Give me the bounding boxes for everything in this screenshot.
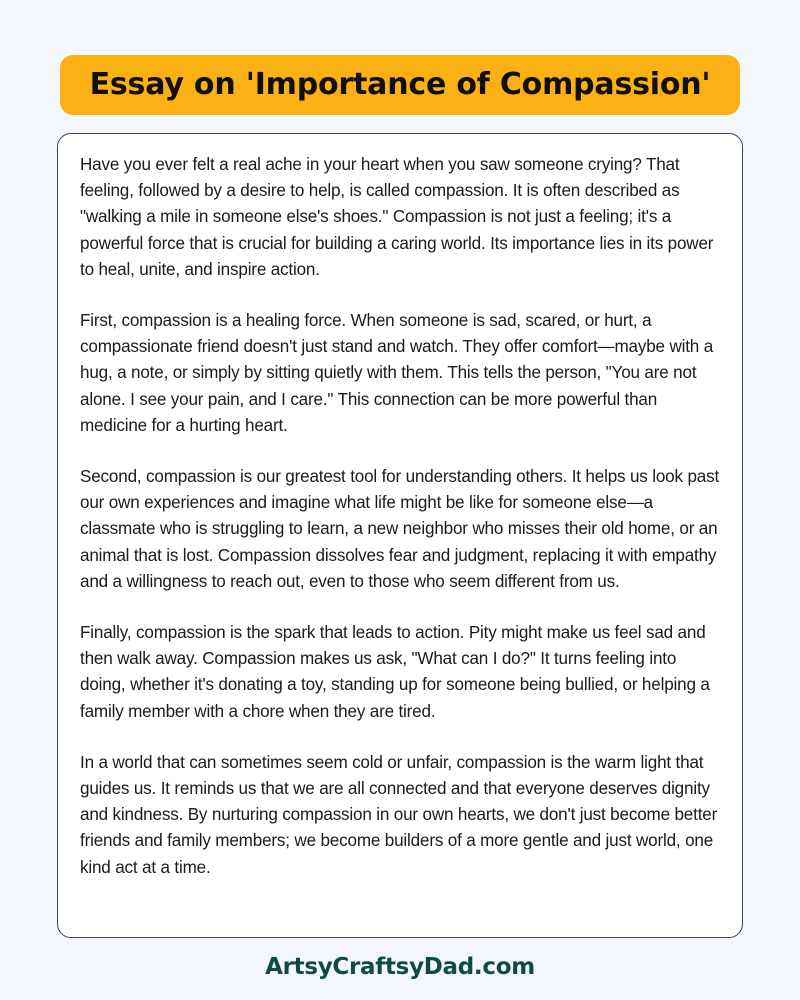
essay-paragraph-4: Finally, compassion is the spark that leads to action. Pity might make us feel sad and then walk away. Compassion makes us ask, "What can I do?" It turns feeling into doing, whether it's donating a toy, standing up for someone being bullied, or helping a family member with a chore when they are tired.: [80, 623, 710, 721]
essay-card: [57, 133, 743, 938]
footer-brand: ArtsyCraftsyDad.com: [265, 954, 535, 980]
essay-paragraph-1: Have you ever felt a real ache in your heart when you saw someone crying? That feeling, followed by a desire to help, is called compassion. It is often described as "walking a mile in someone else's shoes." Compassion is not just a feeling; it's a powerful force that is crucial for building a caring world. Its importance lies in its power to heal, unite, and inspire action.: [80, 155, 714, 279]
essay-paragraph-5: In a world that can sometimes seem cold or unfair, compassion is the warm light that guides us. It reminds us that we are all connected and that everyone deserves dignity and kindness. By nurturing compassion in our own hearts, we don't just become better friends and family members; we become builders of a more gentle and just world, one kind act at a time.: [80, 752, 718, 877]
essay-body: [80, 152, 720, 881]
essay-paragraph-2: First, compassion is a healing force. When someone is sad, scared, or hurt, a compassionate friend doesn't just stand and watch. They offer comfort—maybe with a hug, a note, or simply by sitting quietly with them. This tells the person, "You are not alone. I see your pain, and I care." This connection can be more powerful than medicine for a hurting heart.: [80, 311, 714, 435]
title-banner: [60, 55, 740, 115]
essay-paragraph-3: Second, compassion is our greatest tool for understanding others. It helps us look past our own experiences and imagine what life might be like for someone else—a classmate who is struggling to learn, a new neighbor who misses their old home, or an animal that is lost. Compassion dissolves fear and judgment, replacing it with empathy and a willingness to reach out, even to those who seem different from us.: [80, 467, 720, 591]
page-title: Essay on 'Importance of Compassion': [89, 66, 711, 102]
